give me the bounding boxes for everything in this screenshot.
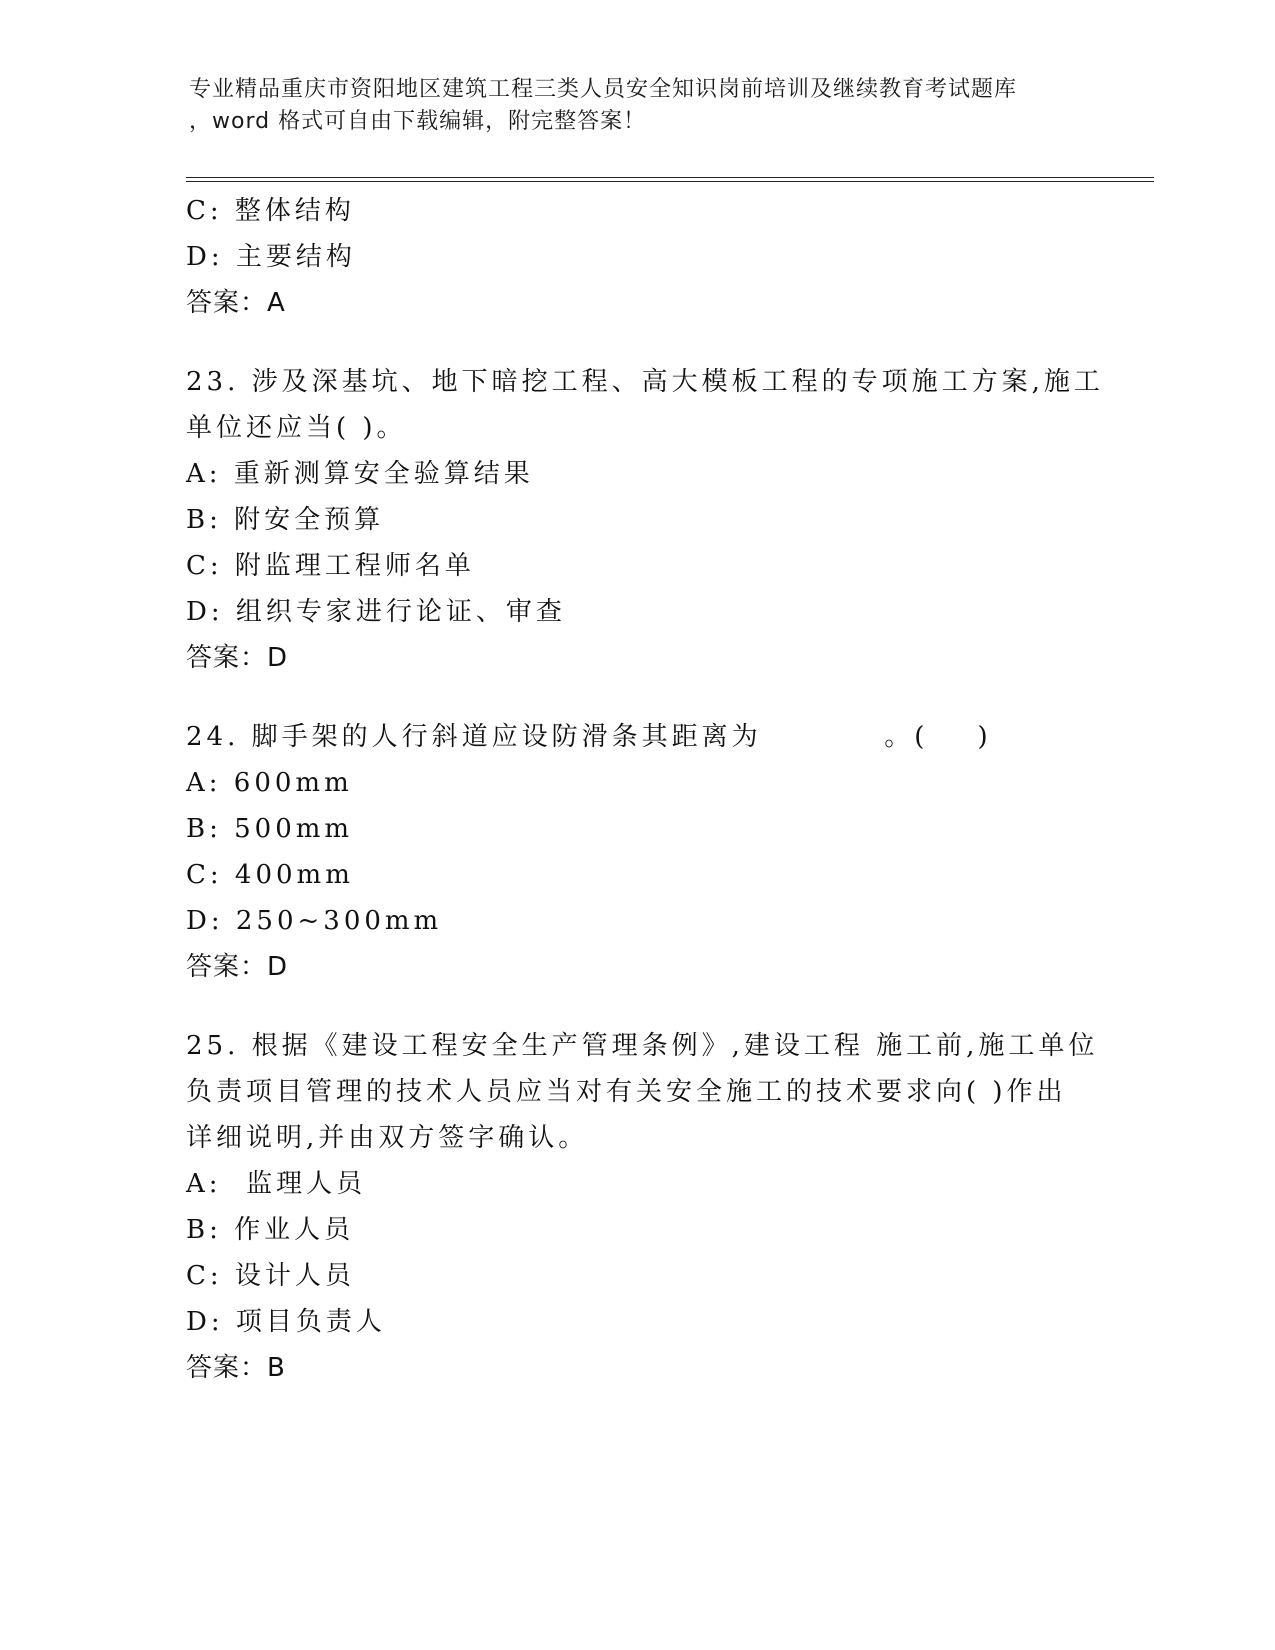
option-a: A: 600mm xyxy=(186,768,353,798)
question-list xyxy=(186,188,1104,1391)
option-d: D: 主要结构 xyxy=(186,242,356,272)
question-text-line: 负责项目管理的技术人员应当对有关安全施工的技术要求向( )作出 xyxy=(186,1077,1067,1107)
option-b: B: 作业人员 xyxy=(186,1215,355,1245)
option-a: A: 重新测算安全验算结果 xyxy=(186,459,534,489)
question-text-line: 25. 根据《建设工程安全生产管理条例》,建设工程 施工前,施工单位 xyxy=(186,1031,1099,1061)
question-24 xyxy=(186,714,1086,990)
header-rule-top xyxy=(186,177,1154,178)
option-c: C: 整体结构 xyxy=(186,196,355,226)
header-rule-bottom xyxy=(186,181,1154,182)
option-c: C: 附监理工程师名单 xyxy=(186,551,475,581)
previous-question-tail xyxy=(186,188,1086,326)
option-d: D: 250~300mm xyxy=(186,906,443,936)
option-d: D: 项目负责人 xyxy=(186,1307,386,1337)
option-c: C: 400mm xyxy=(186,860,354,890)
question-text-line: 详细说明,并由双方签字确认。 xyxy=(186,1123,589,1153)
answer-line: 答案：A xyxy=(186,288,286,318)
option-a: A: 监理人员 xyxy=(186,1169,367,1199)
answer-line: 答案：D xyxy=(186,643,289,673)
question-text-line: 单位还应当( )。 xyxy=(186,413,407,443)
option-b: B: 500mm xyxy=(186,814,354,844)
header-line-1: 专业精品重庆市资阳地区建筑工程三类人员安全知识岗前培训及继续教育考试题库 xyxy=(189,77,1018,102)
answer-line: 答案：D xyxy=(186,952,289,982)
question-25 xyxy=(186,1023,1099,1391)
answer-line: 答案：B xyxy=(186,1353,286,1383)
option-d: D: 组织专家进行论证、审查 xyxy=(186,597,566,627)
document-header xyxy=(189,74,1089,138)
question-23 xyxy=(186,359,1104,681)
header-line-2: ，word 格式可自由下载编辑，附完整答案！ xyxy=(189,109,647,134)
option-c: C: 设计人员 xyxy=(186,1261,355,1291)
question-text-line: 23. 涉及深基坑、地下暗挖工程、高大模板工程的专项施工方案,施工 xyxy=(186,367,1104,397)
option-b: B: 附安全预算 xyxy=(186,505,385,535)
question-text-line: 24. 脚手架的人行斜道应设防滑条其距离为 。( ) xyxy=(186,722,992,752)
